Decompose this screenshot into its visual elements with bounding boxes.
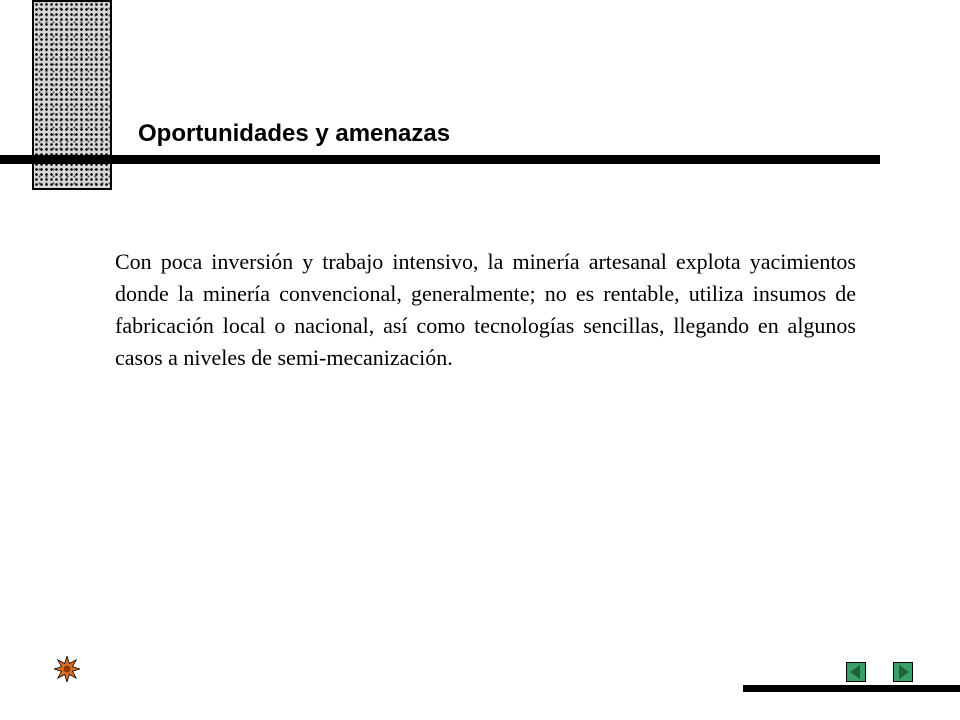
title-divider [0,155,880,164]
footer-divider [743,685,960,692]
next-slide-button[interactable] [893,662,913,682]
star-burst-icon[interactable] [54,656,80,682]
previous-slide-button[interactable] [846,662,866,682]
slide-body-text: Con poca inversión y trabajo intensivo, la minería artesanal explota yacimientos donde la minería convencional, generalmente; no es rentable, utiliza insumos de fabricación local o nacional, así como tecnologías sencillas, llegando en algunos casos a niveles de semi-mecanización. [115,249,856,370]
slide-title: Oportunidades y amenazas [138,120,451,147]
